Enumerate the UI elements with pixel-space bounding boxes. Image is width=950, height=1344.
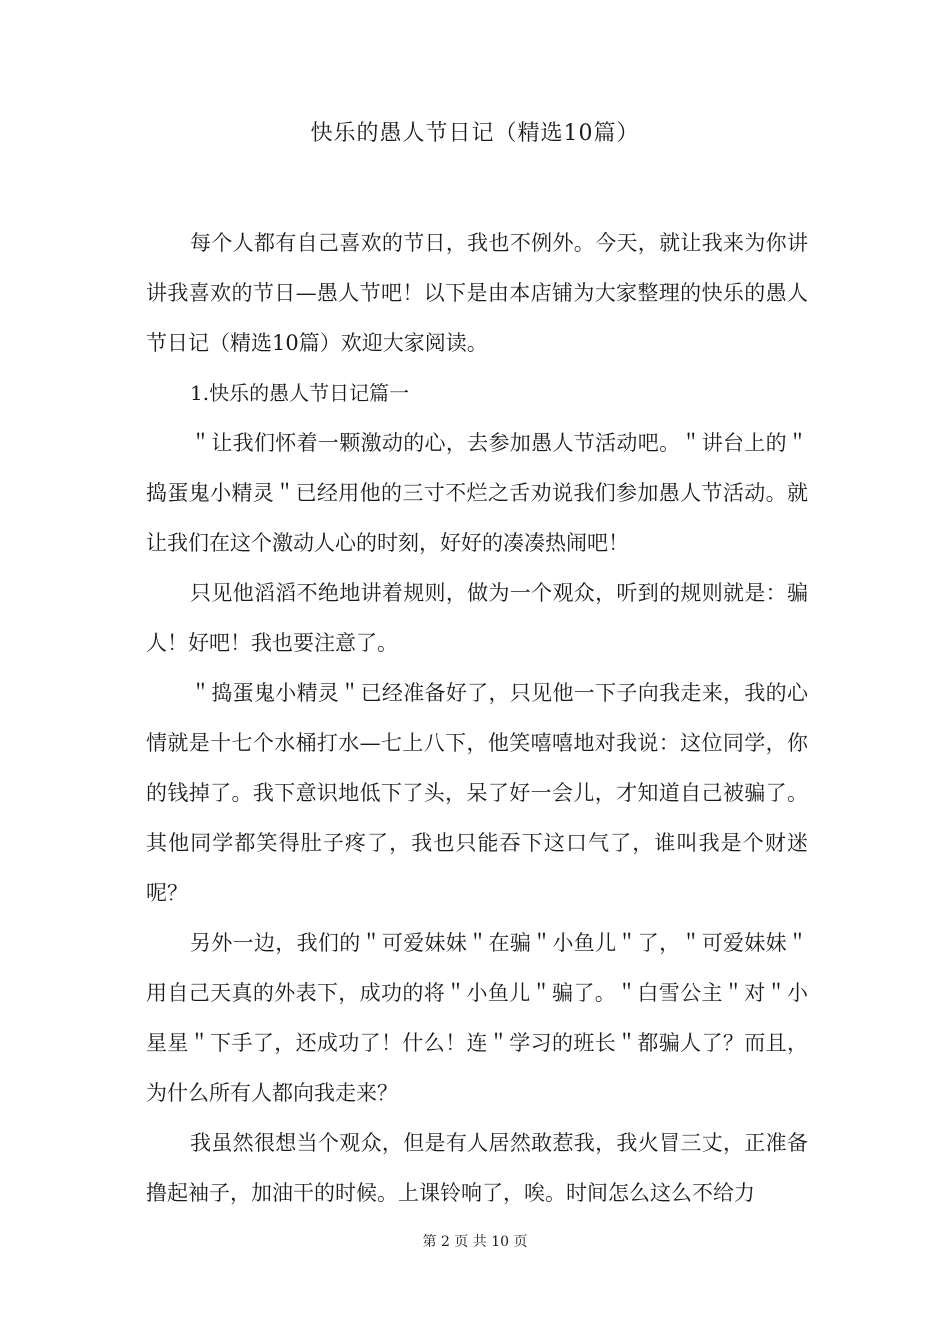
body-paragraph: 只见他滔滔不绝地讲着规则，做为一个观众，听到的规则就是：骗人！好吧！我也要注意了。 [146, 581, 808, 655]
section-heading: 1.快乐的愚人节日记篇一 [190, 381, 410, 405]
body-paragraph: 我虽然很想当个观众，但是有人居然敢惹我，我火冒三丈，正准备撸起袖子，加油干的时候。上课铃响了，唉。时间怎么这么不给力 [146, 1131, 808, 1205]
page-footer: 第 2 页 共 10 页 [422, 1234, 528, 1250]
document-body [146, 218, 808, 1218]
document-title: 快乐的愚人节日记（精选10篇） [310, 121, 640, 146]
body-paragraph: ＂捣蛋鬼小精灵＂已经准备好了，只见他一下子向我走来，我的心情就是十七个水桶打水—七上八下，他笑嘻嘻地对我说：这位同学，你的钱掉了。我下意识地低下了头，呆了好一会儿，才知道自己被骗了。其他同学都笑得肚子疼了，我也只能吞下这口气了，谁叫我是个财迷呢？ [146, 681, 808, 905]
body-paragraph: ＂让我们怀着一颗激动的心，去参加愚人节活动吧。＂讲台上的＂捣蛋鬼小精灵＂已经用他的三寸不烂之舌劝说我们参加愚人节活动。就让我们在这个激动人心的时刻，好好的凑凑热闹吧！ [146, 431, 808, 555]
intro-paragraph: 每个人都有自己喜欢的节日，我也不例外。今天，就让我来为你讲讲我喜欢的节日—愚人节吧！以下是由本店铺为大家整理的快乐的愚人节日记（精选10篇）欢迎大家阅读。 [146, 231, 808, 355]
body-paragraph: 另外一边，我们的＂可爱妹妹＂在骗＂小鱼儿＂了，＂可爱妹妹＂用自己天真的外表下，成功的将＂小鱼儿＂骗了。＂白雪公主＂对＂小星星＂下手了，还成功了！什么！连＂学习的班长＂都骗人了？而且，为什么所有人都向我走来？ [146, 931, 808, 1105]
